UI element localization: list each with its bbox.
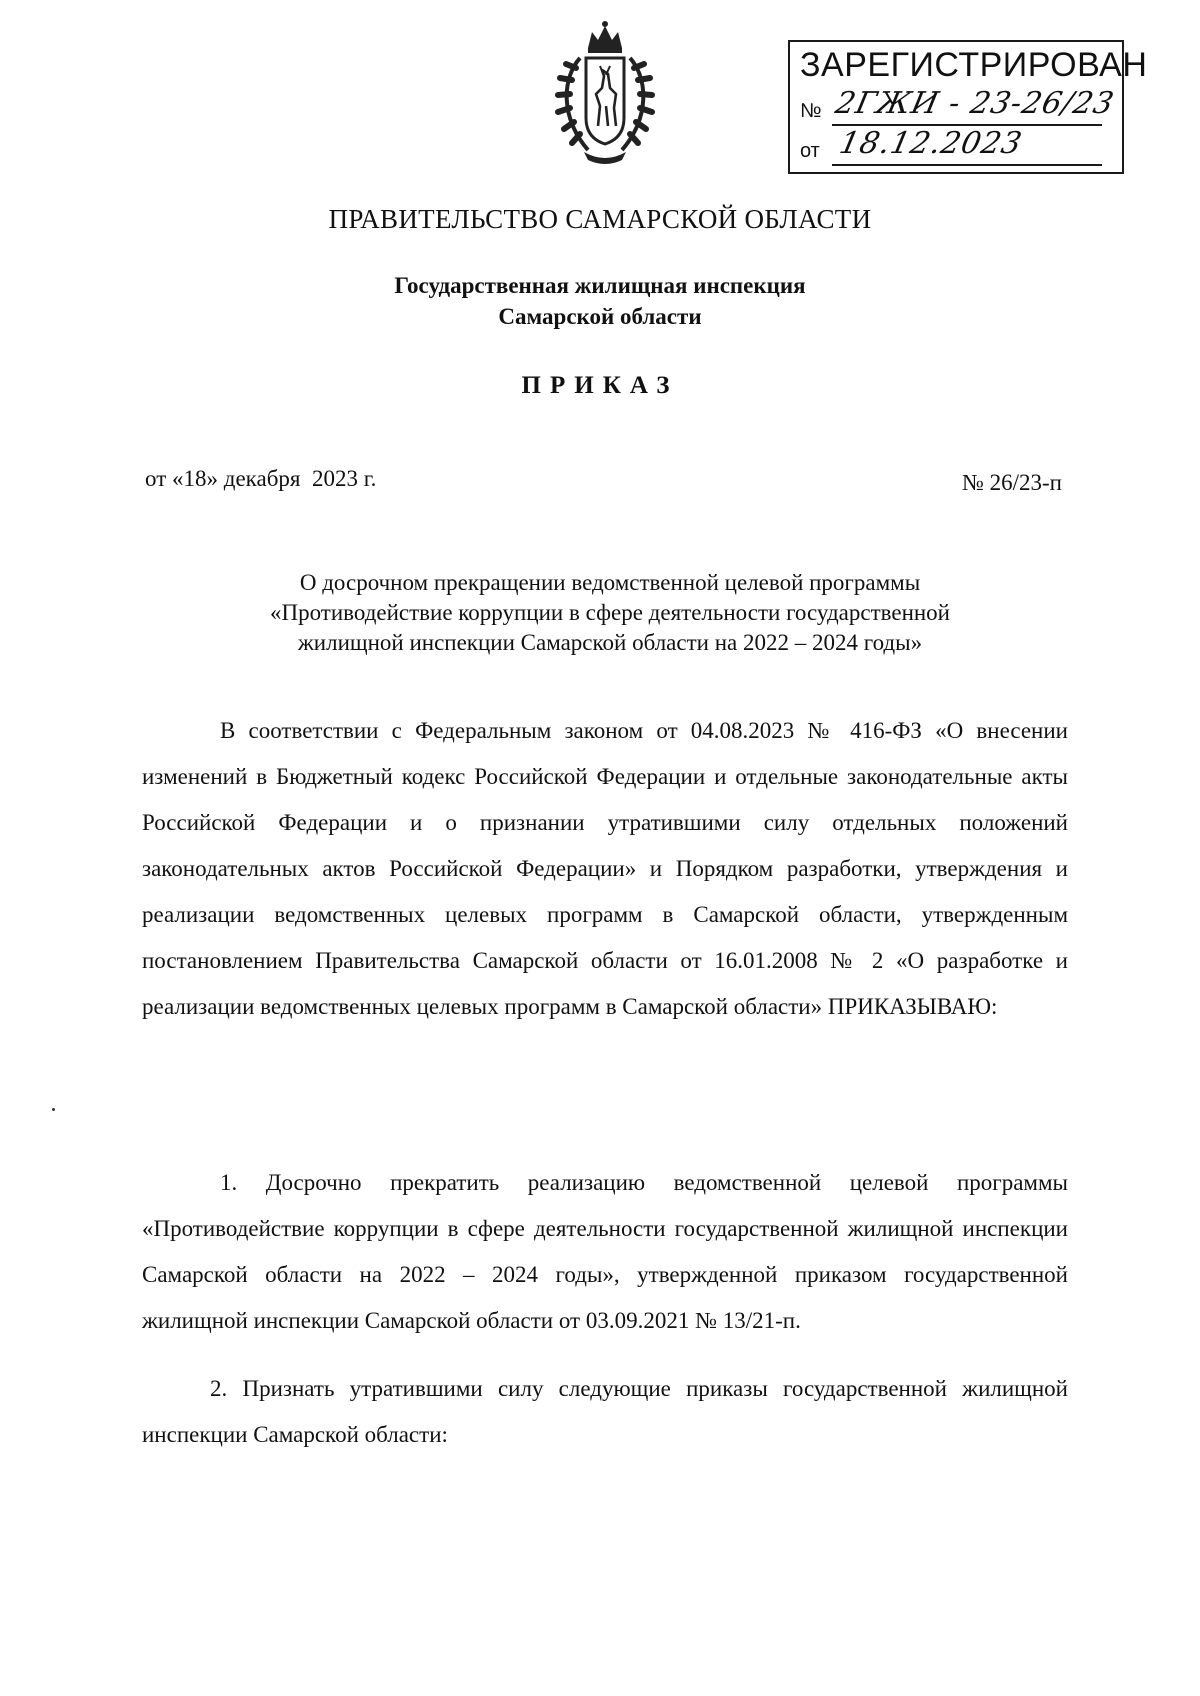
stamp-number-handwritten: 2ГЖИ - 23-26/23 <box>832 86 1118 121</box>
order-number: № 26/23-п <box>961 470 1062 495</box>
agency-name <box>0 270 1200 332</box>
scan-speck <box>52 1108 55 1111</box>
agency-name-line1: Государственная жилищная инспекция <box>394 273 806 298</box>
samara-coat-of-arms-icon <box>550 18 660 166</box>
preamble-paragraph: В соответствии с Федеральным законом от 04.08.2023 № 416-ФЗ «О внесении изменений в Бюджетный кодекс Российской Федерации и отдельные законодательные акты Российской Федерации и о признании утратившими силу отдельных положений законодательных актов Российской Федерации» и Порядком разработки, утверждения и реализации ведомственных целевых программ в Самарской области, утвержденным постановлением Правительства Самарской области от 16.01.2008 № 2 «О разработке и реализации ведомственных целевых программ в Самарской области» ПРИКАЗЫВАЮ: <box>142 718 1068 1019</box>
stamp-title: ЗАРЕГИСТРИРОВАН <box>800 46 1148 84</box>
order-subject <box>150 568 1070 658</box>
agency-name-line2: Самарской области <box>498 304 702 329</box>
stamp-date-handwritten: 18.12.2023 <box>836 126 1026 161</box>
order-item-2: 2. Признать утратившими силу следующие приказы государственной жилищной инспекции Самарской области: <box>142 1376 1068 1447</box>
order-date: от «18» декабря 2023 г. <box>145 466 377 491</box>
subject-line1: О досрочном прекращении ведомственной целевой программы <box>299 570 921 595</box>
subject-line3: жилищной инспекции Самарской области на 2022 – 2024 годы» <box>297 630 923 655</box>
document-type-heading: ПРИКАЗ <box>521 372 679 399</box>
stamp-number-label: № <box>800 100 822 122</box>
registration-stamp <box>788 40 1148 174</box>
stamp-date-line <box>832 164 1102 166</box>
order-item-1: 1. Досрочно прекратить реализацию ведомственной целевой программы «Противодействие коррупции в сфере деятельности государственной жилищной инспекции Самарской области на 2022 – 2024 годы», утвержденной приказом государственной жилищной инспекции Самарской области от 03.09.2021 № 13/21-п. <box>142 1170 1068 1333</box>
subject-line2: «Противодействие коррупции в сфере деятельности государственной <box>269 600 950 625</box>
government-title: ПРАВИТЕЛЬСТВО САМАРСКОЙ ОБЛАСТИ <box>328 204 872 234</box>
stamp-date-label: от <box>800 140 820 162</box>
